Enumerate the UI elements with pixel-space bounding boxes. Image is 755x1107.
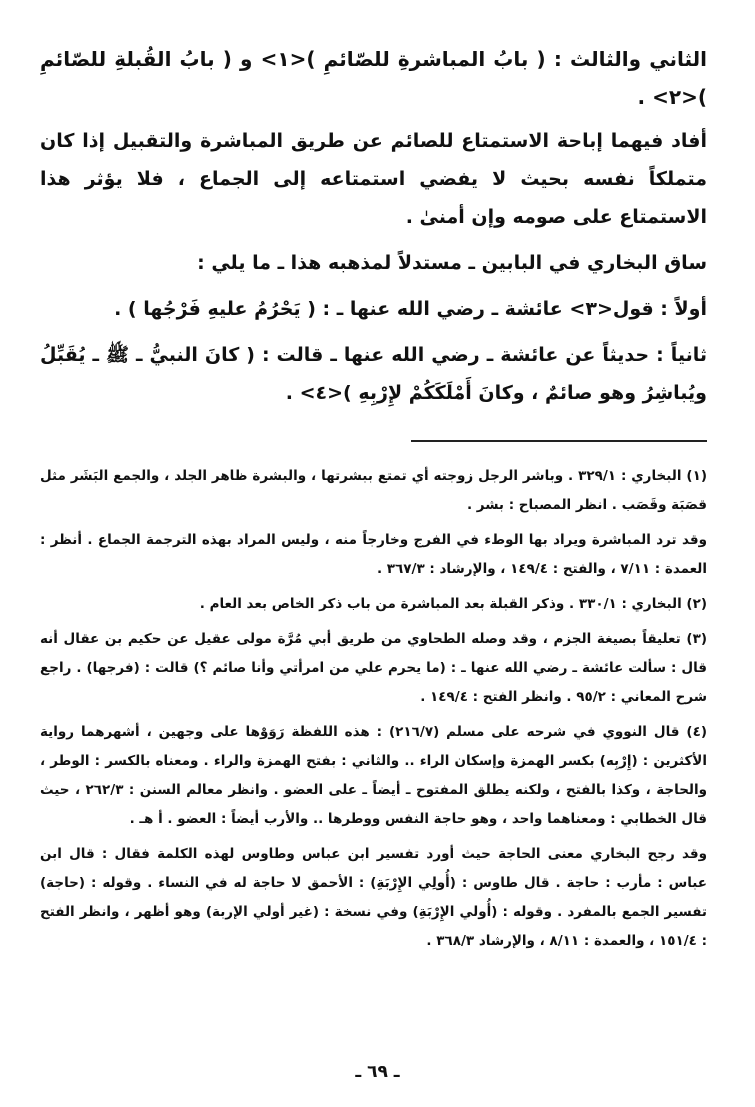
footnote-2: (٢) البخاري : ٣٣٠/١ . وذكر القبلة بعد المباشرة من باب ذكر الخاص بعد العام .: [199, 596, 707, 612]
footnotes: [40, 462, 707, 956]
paragraph-ruling: أفاد فيهما إباحة الاستمتاع للصائم عن طريق المباشرة والتقبيل إذا كان متملكاً نفسه بحيث لا يفضي استمتاعه إلى الجماع ، فلا يؤثر هذا الاستمتاع على صومه وإن أمنىٰ .: [40, 130, 707, 228]
footnote-divider: [411, 440, 707, 442]
list-item-first: أولاً : قول<٣> عائشة ـ رضي الله عنها ـ : ( يَحْرُمُ عليهِ فَرْجُها ) .: [114, 298, 707, 320]
footnote-4: (٤) قال النووي في شرحه على مسلم (٢١٦/٧) : هذه اللفظة رَوَوْها على وجهين ، أشهرهما رواية الأكثرين : (إِرْبِه) بكسر الهمزة وإسكان الراء .. والثاني : بفتح الهمزة والراء . ومعناه بالكسر : الوطر ، والحاجة ، وكذا بالفتح ، ولكنه يطلق المفتوح ـ أيضاً ـ على العضو . وانظر معالم السنن : ٢٦٢/٣ ، حيث قال الخطابي : ومعناهما واحد ، وهو حاجة النفس ووطرها .. والأرب أيضاً : العضو . أ هـ .: [40, 724, 708, 827]
footnote-1: (١) البخاري : ٣٢٩/١ . وباشر الرجل زوجته أي تمتع ببشرتها ، والبشرة ظاهر الجلد ، والجمع البَشَر مثل قصَبَة وقَصَب . انظر المصباح : بشر .: [40, 468, 707, 513]
list-item-second: ثانياً : حديثاً عن عائشة ـ رضي الله عنها ـ قالت : ( كانَ النبيُّ ـ ﷺ ـ يُقَبِّلُ ويُباشِرُ وهو صائمٌ ، وكانَ أَمْلَكَكُمْ لإِرْبِهِ )<٤> .: [40, 344, 707, 404]
page-number: ـ ٦٩ ـ: [355, 1062, 400, 1082]
footnote-3: (٣) تعليقاً بصيغة الجزم ، وقد وصله الطحاوي من طريق أبي مُرَّة مولى عقيل عن حكيم بن عقال أنه قال : سألت عائشة ـ رضي الله عنها ـ : (ما يحرم علي من امرأتي وأنا صائم ؟) قالت : (فرجها) . راجع شرح المعاني : ٩٥/٢ . وانظر الفتح : ١٤٩/٤ .: [40, 631, 707, 705]
footnote-1-continued: وقد ترد المباشرة ويراد بها الوطء في الفرج وخارجاً منه ، وليس المراد بهذه الترجمة الجماع . أنظر : العمدة : ٧/١١ ، والفتح : ١٤٩/٤ ، والإرشاد : ٣٦٧/٣ .: [40, 532, 707, 577]
paragraph-intro: ساق البخاري في البابين ـ مستدلاً لمذهبه هذا ـ ما يلي :: [197, 252, 707, 274]
main-text: [40, 40, 707, 412]
section-heading: الثاني والثالث : ( بابُ المباشرةِ للصّائمِ )<١> و ( بابُ القُبلةِ للصّائمِ )<٢> .: [40, 47, 708, 109]
footnote-4-continued: وقد رجح البخاري معنى الحاجة حيث أورد تفسير ابن عباس وطاوس لهذه الكلمة فقال : قال ابن عباس : مأرب : حاجة . قال طاوس : (أُولِي الإِرْبَةِ) : الأحمق لا حاجة له في النساء . وقوله : (حاجة) تفسير الجمع بالمفرد . وقوله : (أُولي الإِرْبَةِ) وفي نسخة : (غير أولي الإربة) وهو أظهر ، وانظر الفتح : ١٥١/٤ ، والعمدة : ٨/١١ ، والإرشاد ٣٦٨/٣ .: [40, 846, 707, 949]
